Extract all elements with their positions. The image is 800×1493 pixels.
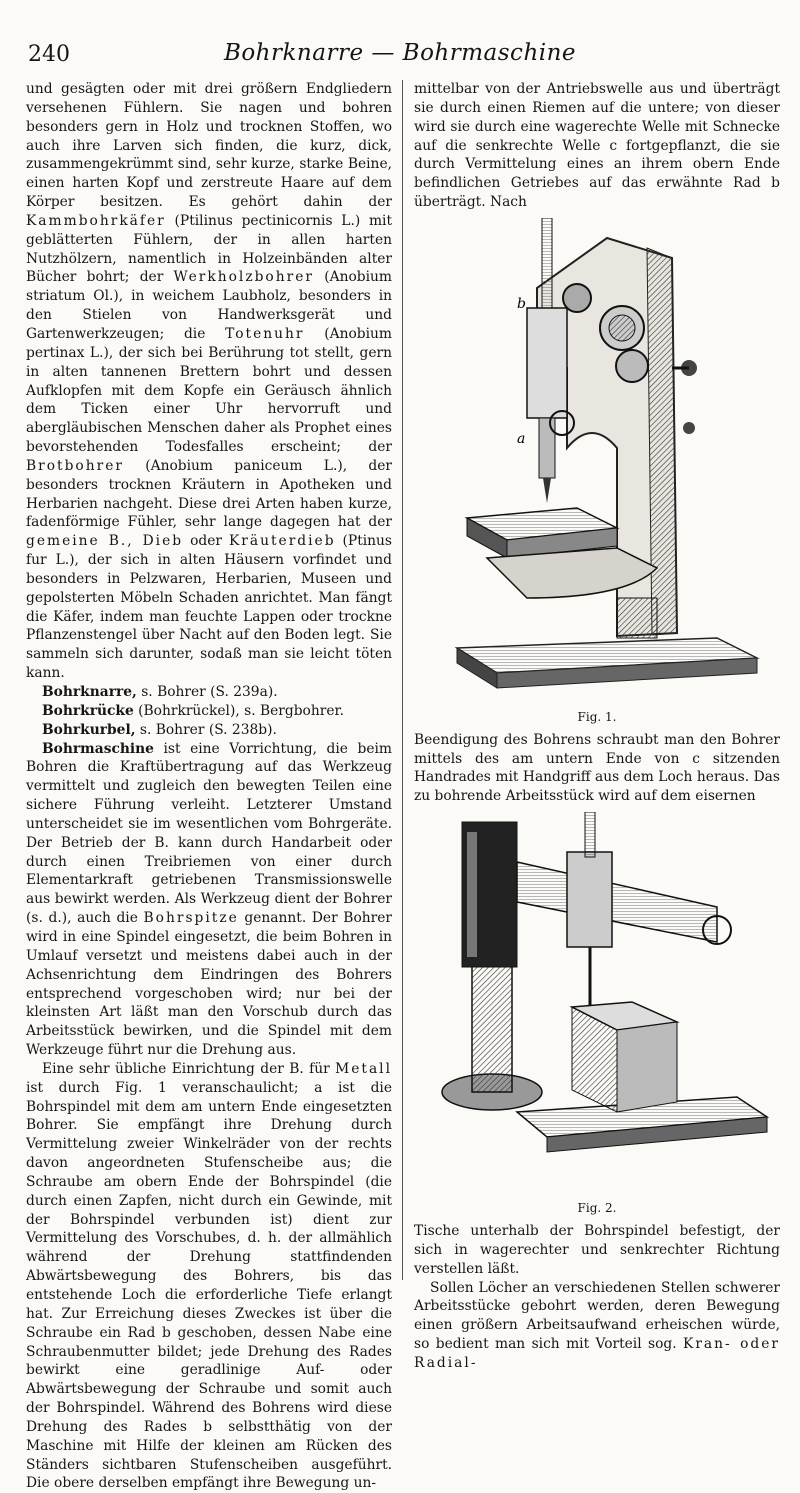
entry-bohrkurbel: Bohrkurbel, s. Bohrer (S. 238b). xyxy=(42,721,277,738)
page-number: 240 xyxy=(28,42,70,67)
paragraph-beetles: und gesägten oder mit drei größern Endgliedern versehenen Fühlern. Sie nagen und bohren besonders gern in Holz und trocknen Stoffen, wo auch ihre Larven sich finden, die kurz, dick, zusammengekrümmt sind, sehr kurze, starke Beine, einen harten Kopf und zerstreute Haare auf dem Körper besitzen. Es gehört dahin der Kammbohrkäfer (Ptilinus pectinicornis L.) mit geblätterten Fühlern, der in allen harten Nutzhölzern, namentlich in Holzeinbänden alter Bücher bohrt; der Werkholzbohrer (Anobium striatum Ol.), in weichem Laubholz, besonders in den Stielen von Handwerksgerät und Gartenwerkzeugen; die Totenuhr (Anobium pertinax L.), der sich bei Berührung tot stellt, gern in alten tannenen Brettern bohrt und dessen Aufklopfen mit dem Kopfe ein Geräusch ähnlich dem Ticken einer Uhr hervorruft und abergläubischen Menschen daher als Prophet eines bevorstehenden Todesfalles erscheint; der Brotbohrer (Anobium paniceum L.), der besonders trocknen Kräutern in Apotheken und Herbarien nachgeht. Diese drei Arten haben kurze, fadenförmige Fühler, sehr lange dagegen hat der gemeine B., Dieb oder Kräuterdieb (Ptinus fur L.), der sich in alten Häusern vorfindet und besonders in Pelzwaren, Herbarien, Museen und gepolsterten Möbeln Schaden anrichtet. Man fängt die Käfer, indem man feuchte Lappen oder trockne Pflanzenstengel über Nacht auf den Boden legt. Sie sammeln sich darunter, sodaß man sie leicht töten kann. xyxy=(26,81,393,682)
paragraph-bohrens: Beendigung des Bohrens schraubt man den Bohrer mittels des am untern Ende von c sitzenden Handrades mit Handgriff aus dem Loch heraus. Das zu bohrende Arbeitsstück wird auf dem eisernen xyxy=(414,731,780,805)
figure-2-radial-drill xyxy=(417,812,777,1197)
paragraph-loecher: Sollen Löcher an verschiedenen Stellen schwerer Arbeitsstücke gebohrt werden, deren Bewegung einen größern Arbeitsaufwand erheischen würde, so bedient man sich mit Vorteil sog. Kran- oder Radial- xyxy=(414,1279,780,1371)
term-bohrspitze: Bohrspitze xyxy=(143,910,239,927)
entry-bohrkruecke: Bohrkrücke (Bohrkrückel), s. Bergbohrer. xyxy=(42,702,344,719)
paragraph-metall: Eine sehr übliche Einrichtung der B. für Metall ist durch Fig. 1 veranschaulicht; a ist die Bohrspindel mit dem am untern Ende eingesetzten Bohrer. Sie empfängt ihre Drehung durch Vermittelung zweier Winkelräder von der rechts davon angeordneten Stufenscheibe aus; die Schraube am obern Ende der Bohrspindel (die durch einen Zapfen, nicht durch ein Gewinde, mit der Bohrspindel verbunden ist) dient zur Vermittelung des Vorschubes, d. h. der allmählich während der Drehung stattfindenden Abwärtsbewegung des Bohrers, bis das entstehende Loch die erforderliche Tiefe erlangt hat. Zur Erreichung dieses Zweckes ist über die Schraube ein Rad b geschoben, dessen Nabe eine Schraubenmutter bildet; jede Drehung des Rades bewirkt eine geradlinige Auf- oder Abwärtsbewegung der Schraube und somit auch der Bohrspindel. Während des Bohrens wird diese Drehung des Rades b selbstthätig von der Maschine mit Hilfe der kleinen am Rücken des Ständers sichtbaren Stufenscheiben ausgeführt. Die obere derselben empfängt ihre Bewegung un- xyxy=(26,1060,392,1492)
term-radial: Kran- oder Radial- xyxy=(414,1336,780,1371)
left-column xyxy=(26,80,392,1493)
paragraph-continuation: mittelbar von der Antriebswelle aus und überträgt sie durch einen Riemen auf die untere; von dieser wird sie durch eine wagerechte Welle mit Schnecke auf die senkrechte Welle c fortgepflanzt, die sie durch Vermittelung eines an ihrem obern Ende befindlichen Getriebes auf das erwähnte Rad b überträgt. Nach xyxy=(414,81,780,211)
entry-bohrmaschine: Bohrmaschine ist eine Vorrichtung, die beim Bohren die Kraftübertragung auf das Werkzeug vermittelt und zugleich den bewegten Teilen eine sichere Führung verleiht. Letzterer Umstand unterscheidet sie im wesentlichen vom Bohrgeräte. Der Betrieb der B. kann durch Handarbeit oder durch einen Treibriemen von einer durch Elementarkraft getriebenen Transmissionswelle aus bewirkt werden. Als Werkzeug dient der Bohrer (s. d.), auch die Bohrspitze genannt. Der Bohrer wird in eine Spindel eingesetzt, die beim Bohren in Umlauf versetzt und meistens dabei auch in der Achsenrichtung dem Eindringen des Bohrers entsprechend vorgeschoben wird; nur bei der kleinsten Art läßt man den Vorschub durch das Arbeitsstück bewirken, und die Spindel mit dem Werkzeuge führt nur die Drehung aus. xyxy=(26,740,392,1059)
term-brotbohrer: Brotbohrer xyxy=(26,457,124,474)
term-gemeine-b: gemeine B., Dieb xyxy=(26,533,184,550)
fig1-label-a: a xyxy=(517,430,526,447)
entry-head: Bohrmaschine xyxy=(42,740,154,757)
fig1-label-b: b xyxy=(517,295,526,312)
figure-2-caption: Fig. 2. xyxy=(577,1201,617,1216)
term-kammbohrkaefer: Kammbohrkäfer xyxy=(26,212,166,229)
page-header xyxy=(28,40,772,72)
term-werkholzbohrer: Werkholzbohrer xyxy=(173,269,314,286)
entry-bohrknarre: Bohrknarre, s. Bohrer (S. 239a). xyxy=(42,684,278,700)
entry-head: Bohrkurbel, xyxy=(42,721,136,738)
term-kraeuterdieb: Kräuterdieb xyxy=(228,533,336,550)
term-metall: Metall xyxy=(335,1060,392,1077)
running-head: Bohrknarre — Bohrmaschine xyxy=(223,40,577,66)
term-totenuhr: Totenuhr xyxy=(225,325,305,342)
entry-head: Bohrknarre, xyxy=(42,684,137,700)
entry-head: Bohrkrücke xyxy=(42,702,134,719)
paragraph-tische: Tische unterhalb der Bohrspindel befestigt, der sich in wagerechter und senkrechter Richtung verstellen läßt. xyxy=(414,1222,780,1277)
column-divider xyxy=(402,80,403,1280)
right-column xyxy=(414,80,780,1373)
figure-1-drill-press xyxy=(417,218,777,706)
figure-1-caption: Fig. 1. xyxy=(577,709,617,724)
